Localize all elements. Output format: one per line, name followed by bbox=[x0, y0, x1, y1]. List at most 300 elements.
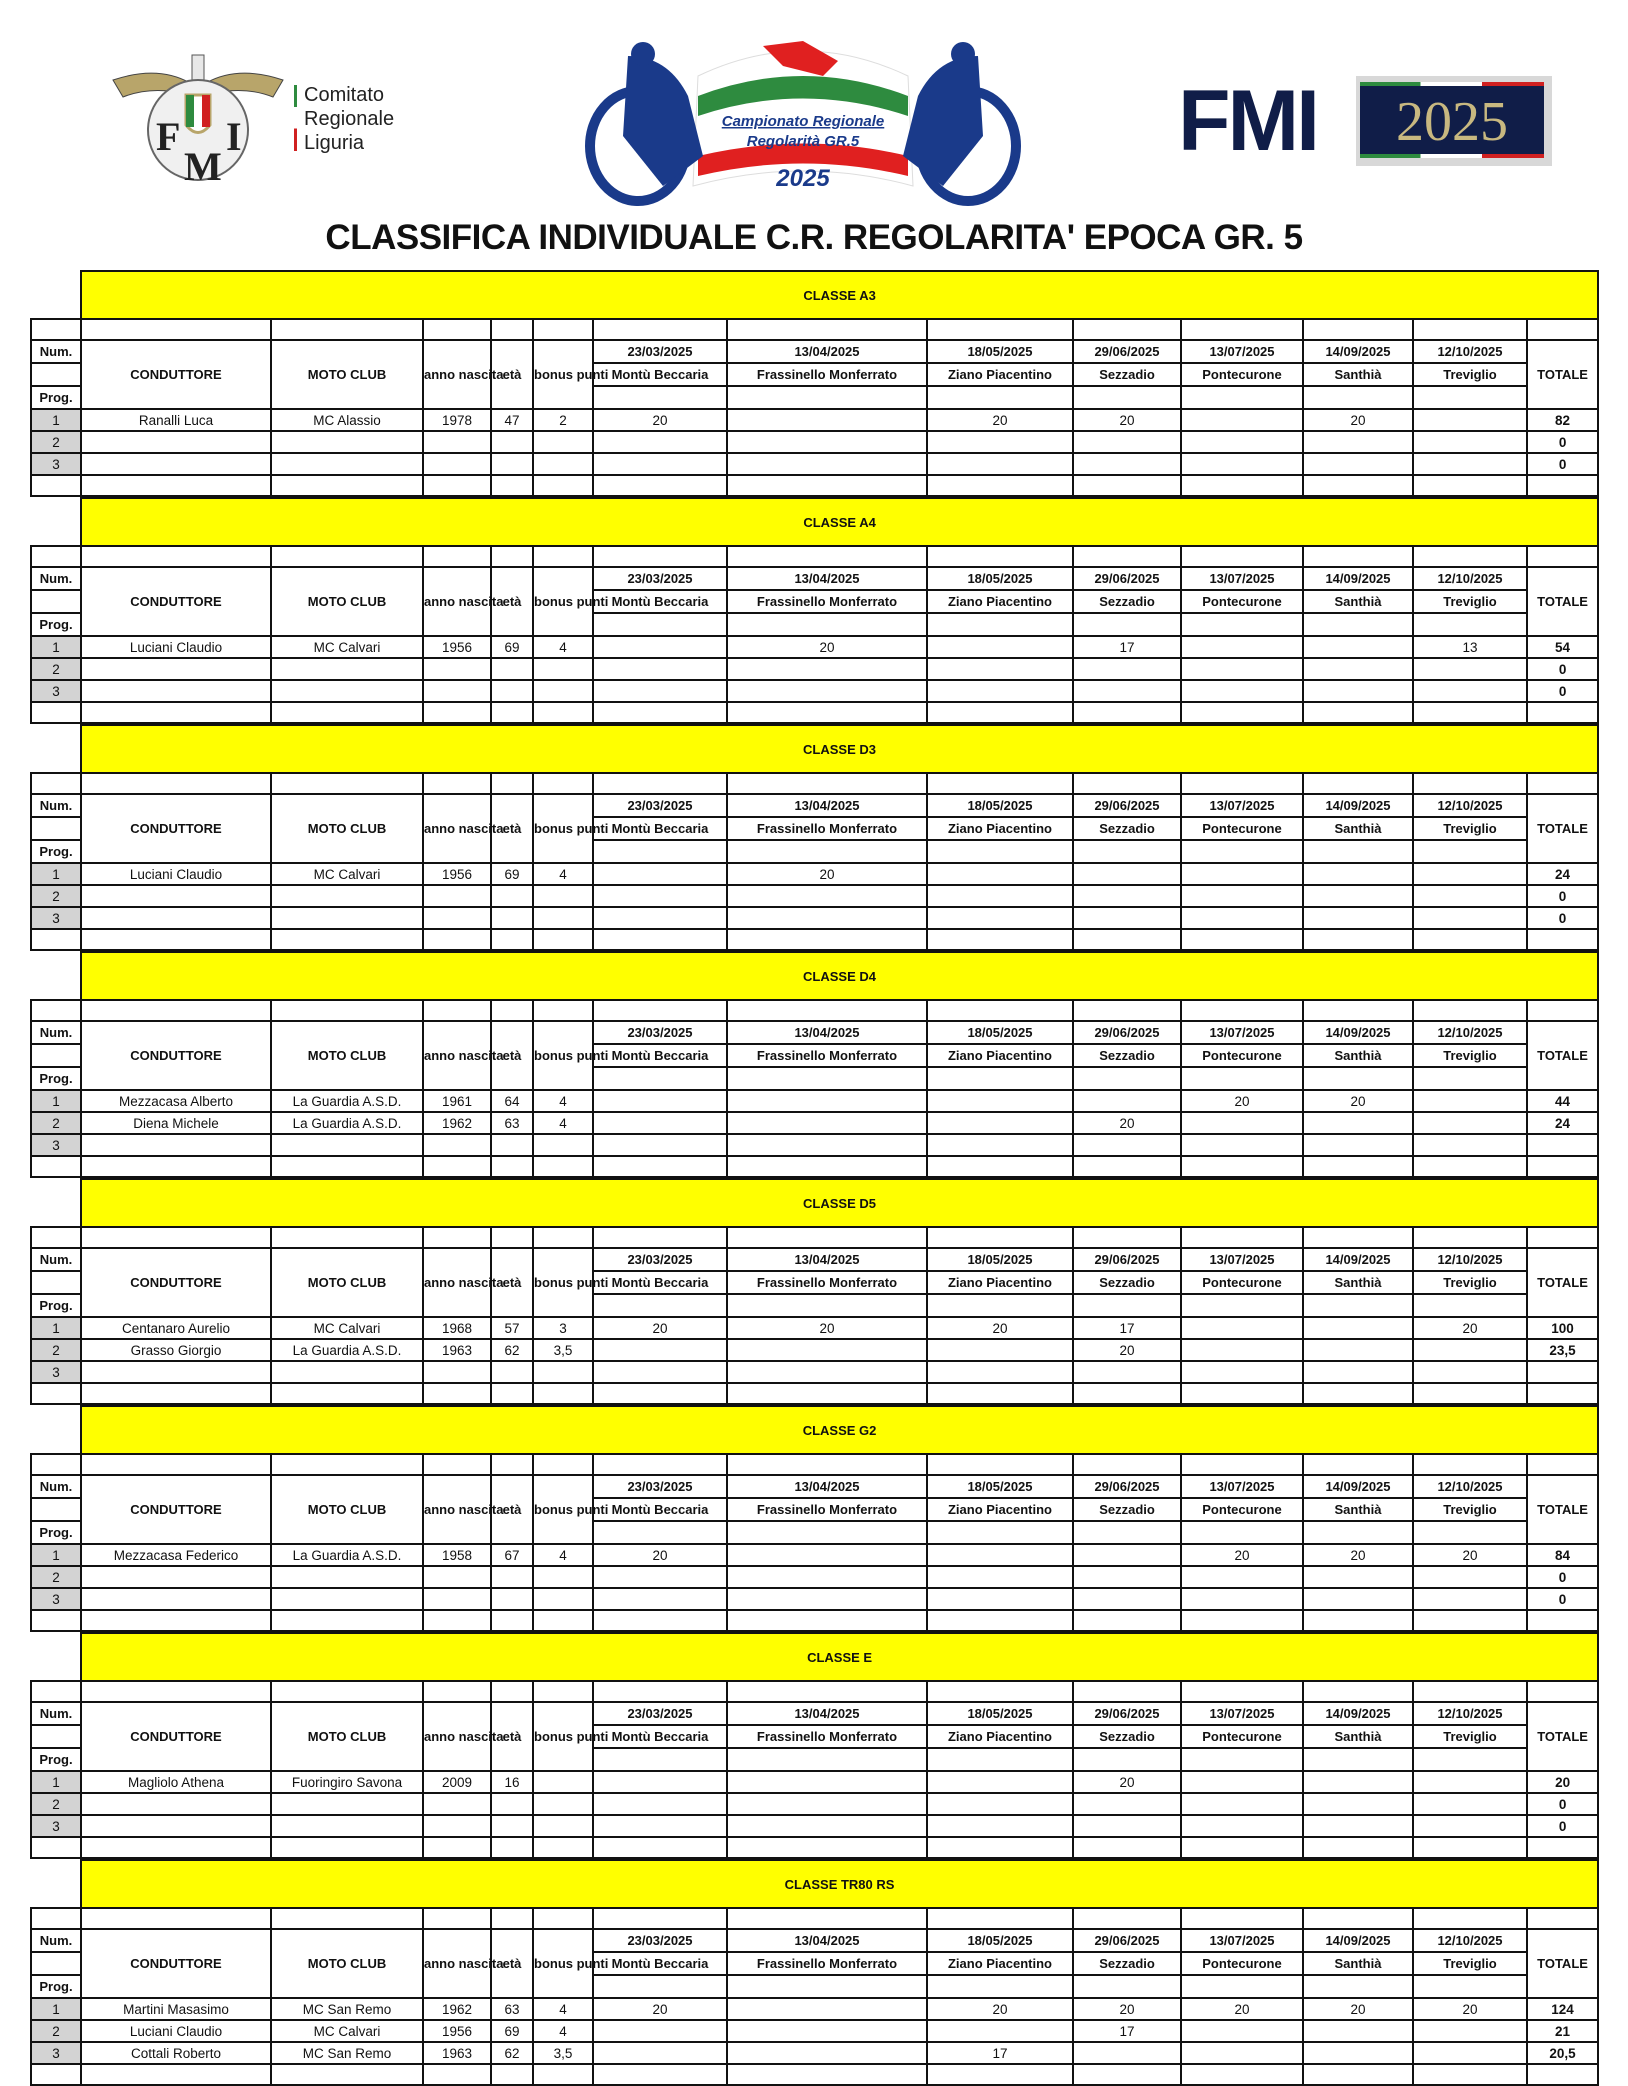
birth-year-cell bbox=[423, 453, 491, 475]
race-points-cell bbox=[927, 1112, 1073, 1134]
race-place-header: Pontecurone bbox=[1181, 1952, 1303, 1975]
spacer-row bbox=[31, 1227, 1598, 1248]
birth-year-cell bbox=[423, 907, 491, 929]
race-points-cell bbox=[1073, 1815, 1181, 1837]
birth-year-cell: 1968 bbox=[423, 1317, 491, 1339]
empty-cell bbox=[727, 1610, 927, 1631]
conduttore-header: CONDUTTORE bbox=[81, 794, 271, 863]
empty-cell bbox=[1181, 546, 1303, 567]
empty-cell bbox=[31, 702, 81, 723]
race-points-cell: 17 bbox=[1073, 2020, 1181, 2042]
race-points-cell bbox=[1181, 409, 1303, 431]
fmi-wordmark: FMI bbox=[1178, 73, 1318, 169]
empty-cell bbox=[533, 2064, 593, 2085]
prog-cell: 2 bbox=[31, 1566, 81, 1588]
empty-cell bbox=[1181, 1681, 1303, 1702]
birth-year-cell: 1956 bbox=[423, 636, 491, 658]
race-place-header: Treviglio bbox=[1413, 817, 1527, 840]
empty-cell bbox=[1413, 1156, 1527, 1177]
empty-cell bbox=[1527, 1383, 1598, 1404]
org-name-line: Liguria bbox=[304, 132, 365, 154]
race-points-cell bbox=[1181, 885, 1303, 907]
class-title: CLASSE TR80 RS bbox=[81, 1860, 1598, 1908]
class-banner-row bbox=[31, 952, 1598, 1000]
empty-cell bbox=[423, 1454, 491, 1475]
class-title: CLASSE A4 bbox=[81, 498, 1598, 546]
empty-cell bbox=[271, 319, 423, 340]
race-points-cell bbox=[593, 885, 727, 907]
moto-club-cell: MC Calvari bbox=[271, 636, 423, 658]
empty-cell bbox=[593, 1454, 727, 1475]
race-points-cell: 20 bbox=[727, 863, 927, 885]
bonus-cell: 4 bbox=[533, 636, 593, 658]
prog-cell: 1 bbox=[31, 1771, 81, 1793]
empty-cell bbox=[593, 1610, 727, 1631]
empty-cell bbox=[1073, 1975, 1181, 1998]
moto-club-cell bbox=[271, 658, 423, 680]
fmi-2025-logo bbox=[1178, 73, 1558, 169]
prog-header: Prog. bbox=[31, 1294, 81, 1317]
empty-cell bbox=[1303, 1227, 1413, 1248]
prog-cell: 1 bbox=[31, 636, 81, 658]
age-cell bbox=[491, 431, 533, 453]
empty-cell bbox=[927, 386, 1073, 409]
prog-header: Prog. bbox=[31, 1975, 81, 1998]
empty-cell bbox=[727, 773, 927, 794]
race-points-cell bbox=[1303, 1317, 1413, 1339]
empty-cell bbox=[1181, 1383, 1303, 1404]
race-place-header: Frassinello Monferrato bbox=[727, 363, 927, 386]
empty-cell bbox=[81, 773, 271, 794]
spacer-row bbox=[31, 1000, 1598, 1021]
header-row bbox=[31, 1248, 1598, 1271]
race-date-header: 13/04/2025 bbox=[727, 1702, 927, 1725]
empty-cell bbox=[1413, 840, 1527, 863]
table-row bbox=[31, 680, 1598, 702]
totale-header: TOTALE bbox=[1527, 1702, 1598, 1771]
total-cell: 21 bbox=[1527, 2020, 1598, 2042]
bonus-cell bbox=[533, 1793, 593, 1815]
empty-cell bbox=[491, 1227, 533, 1248]
moto-club-header: MOTO CLUB bbox=[271, 340, 423, 409]
race-points-cell bbox=[927, 907, 1073, 929]
race-points-cell bbox=[927, 1771, 1073, 1793]
org-name-line: Comitato bbox=[304, 84, 385, 106]
bonus-cell: 4 bbox=[533, 1090, 593, 1112]
race-points-cell bbox=[1413, 1090, 1527, 1112]
race-points-cell bbox=[593, 2020, 727, 2042]
race-points-cell bbox=[1413, 1815, 1527, 1837]
empty-cell bbox=[1527, 2064, 1598, 2085]
empty-cell bbox=[1303, 1975, 1413, 1998]
moto-club-cell bbox=[271, 1815, 423, 1837]
prog-header: Prog. bbox=[31, 840, 81, 863]
race-date-header: 18/05/2025 bbox=[927, 1929, 1073, 1952]
race-points-cell bbox=[1073, 1566, 1181, 1588]
race-points-cell bbox=[1073, 453, 1181, 475]
race-place-header: Ziano Piacentino bbox=[927, 363, 1073, 386]
total-cell: 0 bbox=[1527, 907, 1598, 929]
prog-cell: 3 bbox=[31, 1815, 81, 1837]
empty-cell bbox=[31, 363, 81, 386]
empty-cell bbox=[533, 1156, 593, 1177]
age-cell: 69 bbox=[491, 636, 533, 658]
race-points-cell bbox=[1181, 1566, 1303, 1588]
race-points-cell: 20 bbox=[1181, 1998, 1303, 2020]
race-points-cell bbox=[1303, 885, 1413, 907]
birth-year-cell: 1956 bbox=[423, 863, 491, 885]
total-cell bbox=[1527, 1361, 1598, 1383]
empty-cell bbox=[727, 613, 927, 636]
empty-cell bbox=[1181, 2064, 1303, 2085]
race-points-cell: 20 bbox=[1303, 409, 1413, 431]
empty-cell bbox=[927, 546, 1073, 567]
empty-cell bbox=[1181, 475, 1303, 496]
empty-cell bbox=[423, 1000, 491, 1021]
race-points-cell bbox=[727, 1361, 927, 1383]
table-row bbox=[31, 1588, 1598, 1610]
total-cell: 54 bbox=[1527, 636, 1598, 658]
race-date-header: 14/09/2025 bbox=[1303, 1702, 1413, 1725]
empty-cell bbox=[1527, 1000, 1598, 1021]
age-cell bbox=[491, 1134, 533, 1156]
empty-cell bbox=[423, 475, 491, 496]
race-date-header: 14/09/2025 bbox=[1303, 1475, 1413, 1498]
empty-cell bbox=[1303, 386, 1413, 409]
race-points-cell bbox=[1413, 453, 1527, 475]
empty-cell bbox=[81, 319, 271, 340]
race-place-header: Pontecurone bbox=[1181, 1498, 1303, 1521]
rider-name-cell: Luciani Claudio bbox=[81, 2020, 271, 2042]
race-points-cell bbox=[593, 1339, 727, 1361]
class-banner-row bbox=[31, 725, 1598, 773]
rider-name-cell bbox=[81, 1566, 271, 1588]
empty-cell bbox=[593, 702, 727, 723]
bonus-cell bbox=[533, 907, 593, 929]
race-points-cell bbox=[927, 1339, 1073, 1361]
race-points-cell bbox=[1303, 636, 1413, 658]
empty-cell bbox=[81, 1383, 271, 1404]
bonus-punti-header: bonus punti bbox=[533, 1929, 593, 1998]
race-points-cell bbox=[1181, 1317, 1303, 1339]
empty-cell bbox=[927, 929, 1073, 950]
bonus-cell: 3,5 bbox=[533, 2042, 593, 2064]
table-row bbox=[31, 1317, 1598, 1339]
race-points-cell bbox=[727, 885, 927, 907]
empty-cell bbox=[31, 1000, 81, 1021]
empty-cell bbox=[1303, 929, 1413, 950]
age-cell: 63 bbox=[491, 1998, 533, 2020]
empty-cell bbox=[1413, 1294, 1527, 1317]
empty-cell bbox=[491, 1000, 533, 1021]
empty-cell bbox=[1303, 1837, 1413, 1858]
birth-year-cell bbox=[423, 658, 491, 680]
header-row bbox=[31, 567, 1598, 590]
empty-cell bbox=[593, 840, 727, 863]
birth-year-cell bbox=[423, 1815, 491, 1837]
rider-name-cell: Mezzacasa Federico bbox=[81, 1544, 271, 1566]
bonus-cell bbox=[533, 885, 593, 907]
race-date-header: 18/05/2025 bbox=[927, 1475, 1073, 1498]
race-date-header: 14/09/2025 bbox=[1303, 1929, 1413, 1952]
race-place-header: Santhià bbox=[1303, 817, 1413, 840]
bonus-cell: 4 bbox=[533, 1112, 593, 1134]
race-points-cell bbox=[927, 863, 1073, 885]
prog-cell: 3 bbox=[31, 1588, 81, 1610]
race-date-header: 18/05/2025 bbox=[927, 340, 1073, 363]
empty-cell bbox=[1413, 1227, 1527, 1248]
moto-club-header: MOTO CLUB bbox=[271, 1021, 423, 1090]
spacer-row bbox=[31, 319, 1598, 340]
race-place-header: Treviglio bbox=[1413, 1725, 1527, 1748]
empty-cell bbox=[1181, 1067, 1303, 1090]
eta-header: età bbox=[491, 1475, 533, 1544]
bonus-punti-header: bonus punti bbox=[533, 1702, 593, 1771]
race-points-cell: 20 bbox=[1073, 1112, 1181, 1134]
empty-cell bbox=[271, 1000, 423, 1021]
race-points-cell bbox=[1181, 1588, 1303, 1610]
spacer-row bbox=[31, 702, 1598, 723]
class-table bbox=[30, 724, 1599, 951]
race-points-cell bbox=[927, 1566, 1073, 1588]
empty-cell bbox=[271, 1383, 423, 1404]
race-points-cell bbox=[727, 453, 927, 475]
prog-cell: 3 bbox=[31, 907, 81, 929]
anno-nascita-header: anno nascita bbox=[423, 1929, 491, 1998]
race-date-header: 14/09/2025 bbox=[1303, 1248, 1413, 1271]
empty-cell bbox=[1181, 319, 1303, 340]
race-points-cell: 17 bbox=[1073, 636, 1181, 658]
empty-cell bbox=[1073, 702, 1181, 723]
table-row bbox=[31, 1090, 1598, 1112]
empty-cell bbox=[593, 1000, 727, 1021]
rider-name-cell: Cottali Roberto bbox=[81, 2042, 271, 2064]
prog-header: Prog. bbox=[31, 386, 81, 409]
empty-cell bbox=[1073, 1156, 1181, 1177]
empty-cell bbox=[1073, 1000, 1181, 1021]
anno-nascita-header: anno nascita bbox=[423, 1475, 491, 1544]
prog-cell: 3 bbox=[31, 2042, 81, 2064]
race-points-cell bbox=[727, 1793, 927, 1815]
empty-cell bbox=[727, 1837, 927, 1858]
race-points-cell: 20 bbox=[727, 636, 927, 658]
empty-cell bbox=[1073, 773, 1181, 794]
rider-name-cell bbox=[81, 885, 271, 907]
race-points-cell bbox=[1073, 1361, 1181, 1383]
race-points-cell: 20 bbox=[593, 409, 727, 431]
race-place-header: Frassinello Monferrato bbox=[727, 1271, 927, 1294]
empty-cell bbox=[271, 1610, 423, 1631]
race-date-header: 29/06/2025 bbox=[1073, 794, 1181, 817]
prog-cell: 1 bbox=[31, 1317, 81, 1339]
empty-cell bbox=[31, 1725, 81, 1748]
race-points-cell bbox=[593, 1793, 727, 1815]
race-points-cell bbox=[1413, 431, 1527, 453]
empty-cell bbox=[271, 773, 423, 794]
race-points-cell bbox=[1303, 453, 1413, 475]
race-place-header: Pontecurone bbox=[1181, 1725, 1303, 1748]
race-points-cell bbox=[1181, 431, 1303, 453]
race-date-header: 13/07/2025 bbox=[1181, 567, 1303, 590]
class-title: CLASSE D5 bbox=[81, 1179, 1598, 1227]
race-place-header: Frassinello Monferrato bbox=[727, 590, 927, 613]
org-name bbox=[304, 83, 394, 155]
header-row bbox=[31, 340, 1598, 363]
prog-header: Prog. bbox=[31, 1521, 81, 1544]
race-date-header: 14/09/2025 bbox=[1303, 340, 1413, 363]
race-points-cell: 20 bbox=[1073, 409, 1181, 431]
empty-cell bbox=[31, 1681, 81, 1702]
svg-text:F: F bbox=[156, 114, 181, 159]
moto-club-header: MOTO CLUB bbox=[271, 1248, 423, 1317]
empty-cell bbox=[31, 2064, 81, 2085]
empty-cell bbox=[1413, 1681, 1527, 1702]
birth-year-cell bbox=[423, 431, 491, 453]
race-points-cell bbox=[1181, 680, 1303, 702]
class-banner-row bbox=[31, 1860, 1598, 1908]
table-row bbox=[31, 1815, 1598, 1837]
empty-cell bbox=[727, 1227, 927, 1248]
race-date-header: 18/05/2025 bbox=[927, 794, 1073, 817]
conduttore-header: CONDUTTORE bbox=[81, 340, 271, 409]
empty-cell bbox=[533, 319, 593, 340]
total-cell: 23,5 bbox=[1527, 1339, 1598, 1361]
prog-cell: 2 bbox=[31, 885, 81, 907]
banner-spacer bbox=[31, 1179, 81, 1227]
prog-cell: 3 bbox=[31, 453, 81, 475]
class-table bbox=[30, 1178, 1599, 1405]
spacer-row bbox=[31, 1908, 1598, 1929]
rider-name-cell bbox=[81, 1361, 271, 1383]
empty-cell bbox=[533, 929, 593, 950]
class-banner-row bbox=[31, 271, 1598, 319]
race-place-header: Sezzadio bbox=[1073, 590, 1181, 613]
race-points-cell bbox=[727, 1090, 927, 1112]
header-row bbox=[31, 1021, 1598, 1044]
race-place-header: Montù Beccaria bbox=[593, 1044, 727, 1067]
empty-cell bbox=[81, 1837, 271, 1858]
empty-cell bbox=[271, 546, 423, 567]
moto-club-cell: La Guardia A.S.D. bbox=[271, 1090, 423, 1112]
totale-header: TOTALE bbox=[1527, 1475, 1598, 1544]
empty-cell bbox=[1413, 1908, 1527, 1929]
race-date-header: 18/05/2025 bbox=[927, 1702, 1073, 1725]
birth-year-cell: 1958 bbox=[423, 1544, 491, 1566]
birth-year-cell: 1978 bbox=[423, 409, 491, 431]
race-date-header: 13/07/2025 bbox=[1181, 340, 1303, 363]
moto-club-cell: La Guardia A.S.D. bbox=[271, 1339, 423, 1361]
empty-cell bbox=[1303, 613, 1413, 636]
birth-year-cell bbox=[423, 680, 491, 702]
rider-name-cell bbox=[81, 453, 271, 475]
empty-cell bbox=[491, 1383, 533, 1404]
race-points-cell: 20 bbox=[927, 1317, 1073, 1339]
empty-cell bbox=[491, 1610, 533, 1631]
race-points-cell: 20 bbox=[727, 1317, 927, 1339]
race-points-cell bbox=[927, 453, 1073, 475]
empty-cell bbox=[1303, 1383, 1413, 1404]
race-points-cell bbox=[727, 2020, 927, 2042]
banner-spacer bbox=[31, 1633, 81, 1681]
birth-year-cell: 1962 bbox=[423, 1112, 491, 1134]
moto-club-cell bbox=[271, 1588, 423, 1610]
bonus-cell bbox=[533, 1134, 593, 1156]
moto-club-cell: La Guardia A.S.D. bbox=[271, 1112, 423, 1134]
empty-cell bbox=[81, 1610, 271, 1631]
championship-logo-line: Regolarità GR.5 bbox=[746, 133, 860, 150]
empty-cell bbox=[727, 1454, 927, 1475]
moto-club-cell bbox=[271, 1361, 423, 1383]
empty-cell bbox=[533, 546, 593, 567]
empty-cell bbox=[1303, 2064, 1413, 2085]
org-name-line: Regionale bbox=[304, 108, 395, 130]
table-row bbox=[31, 1998, 1598, 2020]
age-cell: 47 bbox=[491, 409, 533, 431]
empty-cell bbox=[1073, 1610, 1181, 1631]
empty-cell bbox=[1527, 1908, 1598, 1929]
race-points-cell bbox=[593, 1566, 727, 1588]
race-date-header: 13/07/2025 bbox=[1181, 1021, 1303, 1044]
race-points-cell bbox=[1073, 1090, 1181, 1112]
conduttore-header: CONDUTTORE bbox=[81, 1475, 271, 1544]
table-row bbox=[31, 1112, 1598, 1134]
empty-cell bbox=[927, 475, 1073, 496]
table-row bbox=[31, 1771, 1598, 1793]
race-date-header: 13/07/2025 bbox=[1181, 1248, 1303, 1271]
empty-cell bbox=[1181, 1975, 1303, 1998]
prog-cell: 2 bbox=[31, 2020, 81, 2042]
empty-cell bbox=[533, 1908, 593, 1929]
empty-cell bbox=[423, 1908, 491, 1929]
race-points-cell: 13 bbox=[1413, 636, 1527, 658]
empty-cell bbox=[927, 1156, 1073, 1177]
race-date-header: 13/04/2025 bbox=[727, 567, 927, 590]
empty-cell bbox=[1073, 319, 1181, 340]
spacer-row bbox=[31, 773, 1598, 794]
empty-cell bbox=[533, 475, 593, 496]
empty-cell bbox=[1073, 475, 1181, 496]
empty-cell bbox=[81, 929, 271, 950]
num-header: Num. bbox=[31, 1702, 81, 1725]
table-row bbox=[31, 1566, 1598, 1588]
motorcycle-riders-icon bbox=[568, 36, 1038, 216]
race-points-cell bbox=[1413, 863, 1527, 885]
class-table bbox=[30, 497, 1599, 724]
moto-club-cell: MC Calvari bbox=[271, 1317, 423, 1339]
bonus-cell: 3 bbox=[533, 1317, 593, 1339]
class-title: CLASSE G2 bbox=[81, 1406, 1598, 1454]
rider-name-cell bbox=[81, 1588, 271, 1610]
race-date-header: 29/06/2025 bbox=[1073, 1702, 1181, 1725]
empty-cell bbox=[593, 613, 727, 636]
age-cell: 62 bbox=[491, 1339, 533, 1361]
empty-cell bbox=[1073, 1681, 1181, 1702]
header-row bbox=[31, 1702, 1598, 1725]
moto-club-cell bbox=[271, 1134, 423, 1156]
empty-cell bbox=[1303, 1294, 1413, 1317]
race-points-cell bbox=[727, 1339, 927, 1361]
bonus-cell: 2 bbox=[533, 409, 593, 431]
race-points-cell bbox=[1073, 885, 1181, 907]
empty-cell bbox=[491, 1156, 533, 1177]
empty-cell bbox=[1413, 1383, 1527, 1404]
race-points-cell bbox=[1303, 1815, 1413, 1837]
race-place-header: Sezzadio bbox=[1073, 1271, 1181, 1294]
race-points-cell bbox=[1181, 1134, 1303, 1156]
empty-cell bbox=[1303, 1000, 1413, 1021]
empty-cell bbox=[927, 1748, 1073, 1771]
race-place-header: Ziano Piacentino bbox=[927, 817, 1073, 840]
